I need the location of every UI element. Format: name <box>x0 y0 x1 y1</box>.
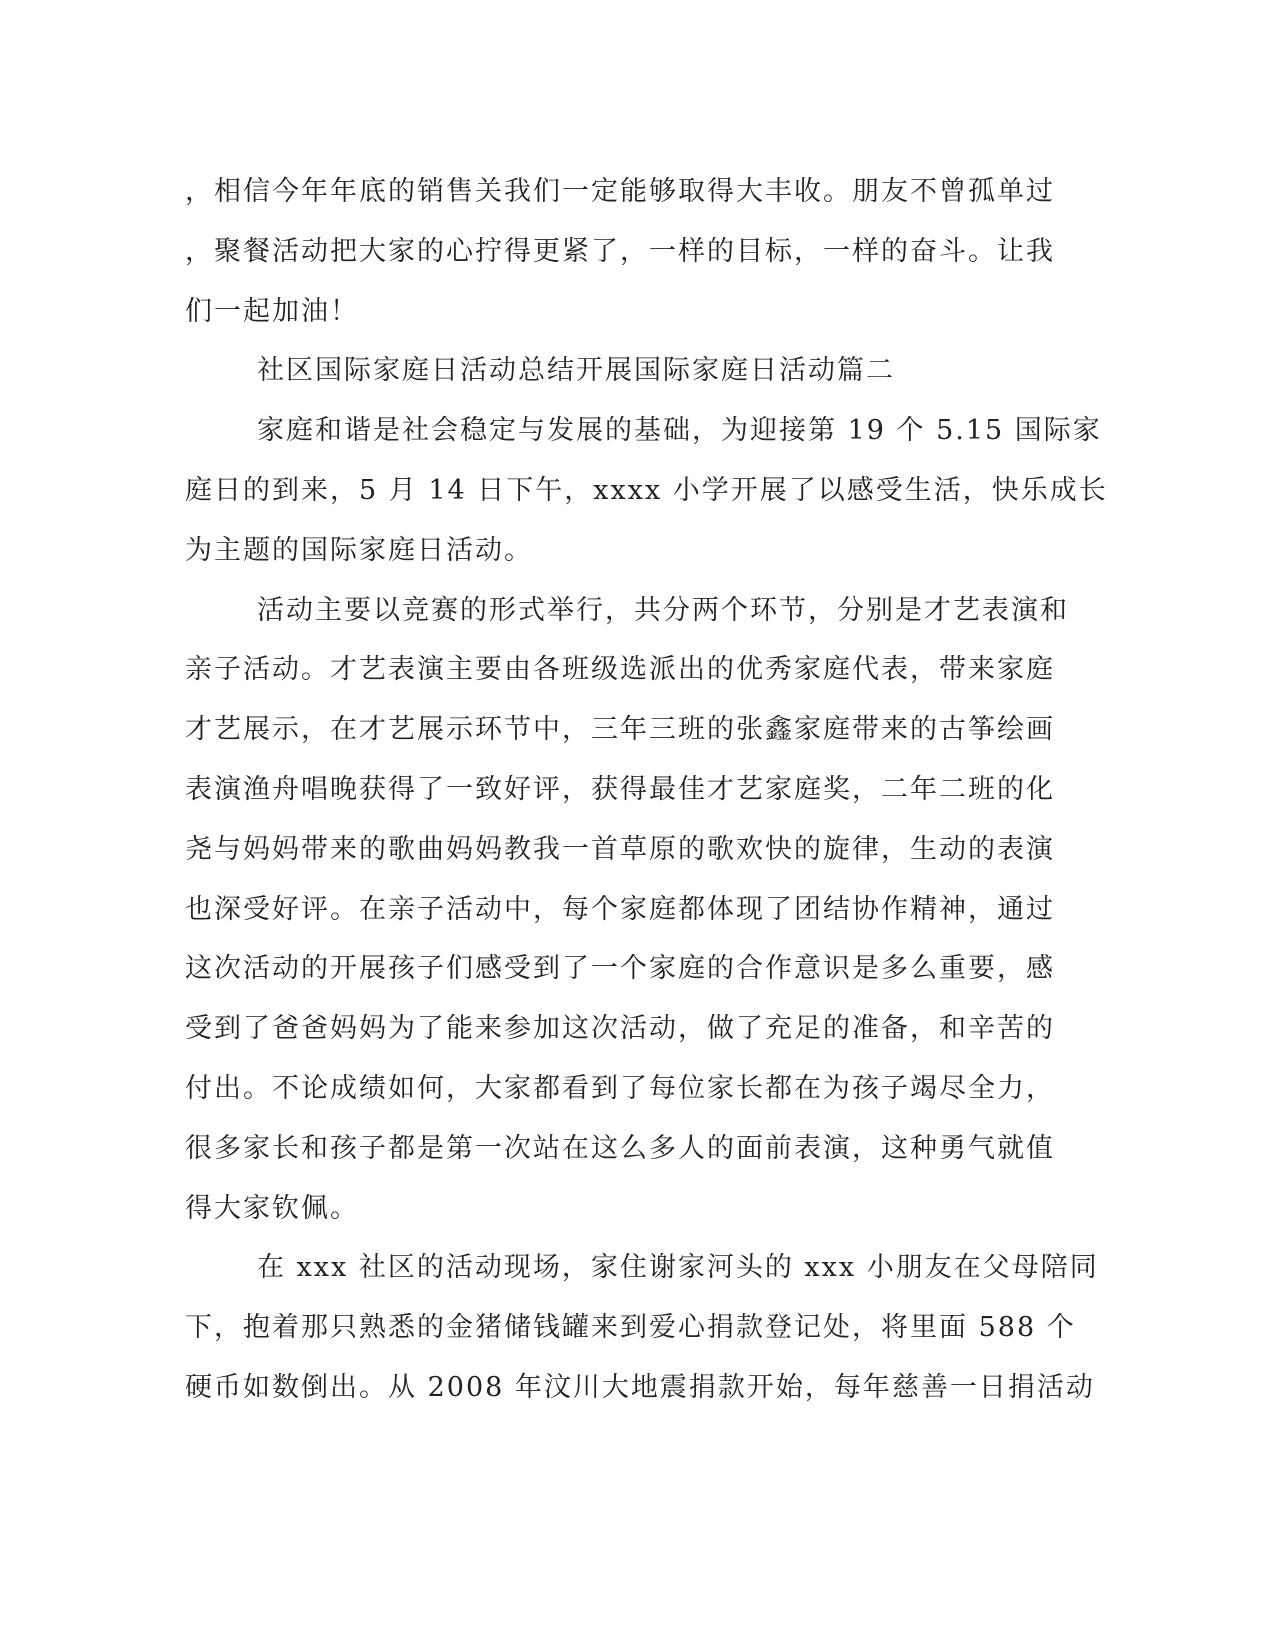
document-body <box>185 162 1108 1418</box>
paragraph-first-line: 家庭和谐是社会稳定与发展的基础，为迎接第 19 个 5.15 国际家 <box>257 415 1102 447</box>
section-heading: 社区国际家庭日活动总结开展国际家庭日活动篇二 <box>257 355 895 387</box>
text-line: 亲子活动。才艺表演主要由各班级选派出的优秀家庭代表，带来家庭 <box>185 654 1055 686</box>
text-line: 付出。不论成绩如何，大家都看到了每位家长都在为孩子竭尽全力， <box>185 1072 1055 1104</box>
text-line: 这次活动的开展孩子们感受到了一个家庭的合作意识是多么重要，感 <box>185 953 1055 985</box>
text-line: 下，抱着那只熟悉的金猪储钱罐来到爱心捐款登记处，将里面 588 个 <box>185 1312 1076 1344</box>
text-line: 硬币如数倒出。从 2008 年汶川大地震捐款开始，每年慈善一日捐活动 <box>185 1371 1095 1403</box>
paragraph-first-line: 活动主要以竞赛的形式举行，共分两个环节，分别是才艺表演和 <box>257 594 1069 626</box>
text-line: 也深受好评。在亲子活动中，每个家庭都体现了团结协作精神，通过 <box>185 893 1055 925</box>
text-line: 庭日的到来，5 月 14 日下午，xxxx 小学开展了以感受生活，快乐成长 <box>185 474 1108 506</box>
text-line: 很多家长和孩子都是第一次站在这么多人的面前表演，这种勇气就值 <box>185 1132 1055 1164</box>
text-line: ，相信今年年底的销售关我们一定能够取得大丰收。朋友不曾孤单过 <box>185 176 1055 207</box>
paragraph-first-line: 在 xxx 社区的活动现场，家住谢家河头的 xxx 小朋友在父母陪同 <box>257 1252 1099 1284</box>
text-line: 受到了爸爸妈妈为了能来参加这次活动，做了充足的准备，和辛苦的 <box>185 1013 1055 1045</box>
text-line: 为主题的国际家庭日活动。 <box>185 534 533 566</box>
text-line: 们一起加油！ <box>185 295 359 327</box>
text-line: 得大家钦佩。 <box>185 1192 359 1224</box>
text-line: 表演渔舟唱晚获得了一致好评，获得最佳才艺家庭奖，二年二班的化 <box>185 773 1055 805</box>
text-line: 才艺展示，在才艺展示环节中，三年三班的张鑫家庭带来的古筝绘画 <box>185 714 1055 746</box>
text-line: 尧与妈妈带来的歌曲妈妈教我一首草原的歌欢快的旋律，生动的表演 <box>185 833 1055 865</box>
text-line: ，聚餐活动把大家的心拧得更紧了，一样的目标，一样的奋斗。让我 <box>185 235 1055 267</box>
